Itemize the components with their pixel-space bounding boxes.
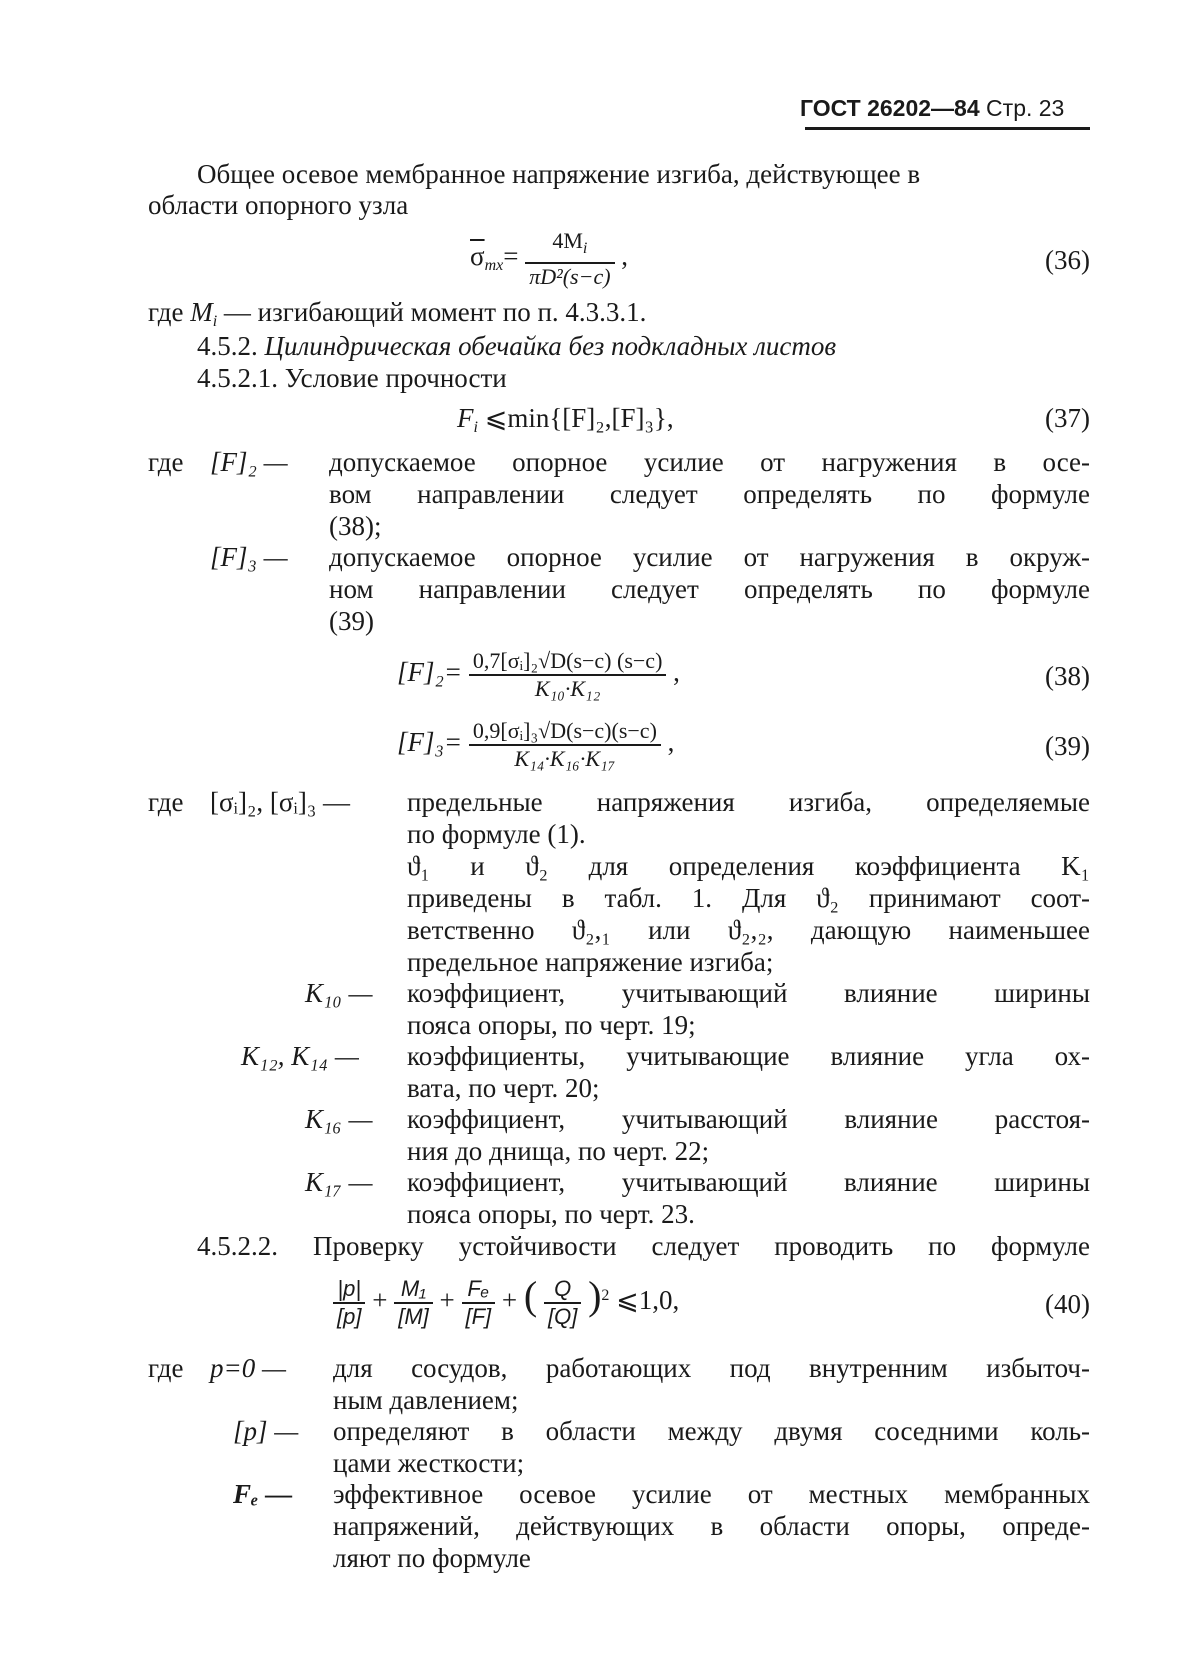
defK17-line-2: пояса опоры, по черт. 23. bbox=[407, 1199, 695, 1229]
defSigma-line-4: приведены в табл. 1. Для ϑ₂ принимают соот- bbox=[407, 883, 1090, 913]
mi-description: — изгибающий момент по п. 4.3.3.1. bbox=[223, 297, 647, 327]
defFe-line-3: ляют по формуле bbox=[333, 1543, 531, 1573]
section-title: Цилиндрическая обечайка без подкладных листов bbox=[264, 331, 837, 361]
section-4-5-2 bbox=[197, 330, 836, 362]
defP-prefix: где bbox=[148, 1353, 184, 1383]
defSigma-line-3: ϑ₁ и ϑ₂ для определения коэффициента K₁ bbox=[407, 851, 1090, 881]
defF3-line-1: допускаемое опорное усилие от нагружения в окруж- bbox=[329, 542, 1090, 572]
equation-38: [F]₂= $\frac{\text{0,7[σᵢ]₂√D(s−c) (s−c)}}{\text{K₁₀·K₁₂}}$ , bbox=[397, 648, 680, 701]
eq37-number: (37) bbox=[1045, 403, 1090, 433]
defF2-line-1: допускаемое опорное усилие от нагружения в осе- bbox=[329, 447, 1090, 477]
eq38-denominator: K₁₀·K₁₂ bbox=[534, 676, 601, 701]
defSigma-line-1: предельные напряжения изгиба, определяемые bbox=[407, 787, 1090, 817]
defK16-line-1: коэффициент, учитывающий влияние расстоя- bbox=[407, 1104, 1090, 1134]
eq36-fraction bbox=[525, 228, 614, 290]
eq36-denominator: πD²(s−c) bbox=[529, 264, 611, 289]
defK16-symbol: K₁₆ — bbox=[305, 1104, 373, 1134]
defPb-line-1: определяют в области между двумя соседними коль- bbox=[333, 1416, 1090, 1446]
defF3-symbol: [F]₃ — bbox=[210, 542, 288, 572]
defSigma-symbol: [σᵢ]₂, [σᵢ]₃ — bbox=[210, 787, 350, 817]
defK12-line-2: вата, по черт. 20; bbox=[407, 1073, 600, 1103]
defK10-symbol: K₁₀ — bbox=[305, 978, 373, 1008]
eq37-body: ⩽min{[F]₂,[F]₃}, bbox=[484, 403, 674, 433]
defK16-line-2: ния до днища, по черт. 22; bbox=[407, 1136, 710, 1166]
defK12-symbol: K₁₂, K₁₄ — bbox=[241, 1041, 359, 1071]
defSigma-line-2: по формуле (1). bbox=[407, 819, 586, 849]
defFe-line-1: эффективное осевое усилие от местных мембранных bbox=[333, 1479, 1090, 1509]
defK17-symbol: K₁₇ — bbox=[305, 1167, 373, 1197]
defSigma-line-5: ветственно ϑ₂,₁ или ϑ₂,₂, дающую наименьшее bbox=[407, 915, 1090, 945]
eq39-number: (39) bbox=[1045, 731, 1090, 761]
defSigma-line-6: предельное напряжение изгиба; bbox=[407, 947, 774, 977]
eq39-fraction bbox=[469, 718, 661, 772]
where-mi: где $M_i$ — изгибающий момент по п. 4.3.3.1. bbox=[148, 297, 647, 330]
equation-37: $F_i$ ⩽min{[F]₂,[F]₃}, bbox=[457, 403, 674, 436]
equation-36 bbox=[470, 228, 628, 290]
defF2-line-2: вом направлении следует определять по формуле bbox=[329, 479, 1090, 509]
section-4-5-2-1: 4.5.2.1. Условие прочности bbox=[197, 363, 507, 393]
eq36-numerator: $4M_i$ bbox=[525, 228, 614, 264]
defPb-line-2: цами жесткости; bbox=[333, 1448, 525, 1478]
defF3-line-3: (39) bbox=[329, 606, 374, 636]
eq40-term-p: $\frac{|p|}{[p]}$ bbox=[333, 1276, 365, 1330]
defF2-line-3: (38); bbox=[329, 511, 382, 541]
eq36-number: (36) bbox=[1045, 245, 1090, 275]
eq38-number: (38) bbox=[1045, 661, 1090, 691]
eq38-fraction bbox=[469, 648, 667, 702]
eq39-denominator: K₁₄·K₁₆·K₁₇ bbox=[514, 746, 616, 771]
eq36-equals: = bbox=[503, 241, 519, 272]
defP-line-1: для сосудов, работающих под внутренним избыточ- bbox=[333, 1353, 1090, 1383]
eq36-comma: , bbox=[621, 241, 629, 272]
page-number: Стр. 23 bbox=[986, 95, 1065, 121]
gost-number: ГОСТ 26202—84 bbox=[800, 95, 980, 121]
header-rule bbox=[805, 127, 1090, 130]
eq36-sigma-sub: mx bbox=[484, 257, 504, 275]
eq38-numerator: 0,7[σᵢ]₂√D(s−c) (s−c) bbox=[469, 648, 667, 676]
defK10-line-2: пояса опоры, по черт. 19; bbox=[407, 1010, 696, 1040]
defF3-line-2: ном направлении следует определять по формуле bbox=[329, 574, 1090, 604]
section-number: 4.5.2. bbox=[197, 331, 258, 361]
eq40-inequality: ⩽1,0, bbox=[616, 1285, 680, 1316]
eq36-sigma: $\overline{\sigma}$ bbox=[470, 241, 485, 272]
running-header bbox=[800, 92, 1064, 124]
mi-symbol: M bbox=[190, 297, 213, 327]
defFe-line-2: напряжений, действующих в области опоры, опреде- bbox=[333, 1511, 1090, 1541]
eq40-term-f: $\frac{\text{Fₑ}}{[F]}$ bbox=[462, 1276, 496, 1330]
defK17-line-1: коэффициент, учитывающий влияние ширины bbox=[407, 1167, 1090, 1197]
defPb-symbol: [p] — bbox=[233, 1416, 299, 1446]
defF2-symbol: [F]₂ — bbox=[210, 447, 288, 477]
defK12-line-1: коэффициенты, учитывающие влияние угла ох- bbox=[407, 1041, 1090, 1071]
eq40-number: (40) bbox=[1045, 1289, 1090, 1319]
eq40-term-m: $\frac{\text{M₁}}{[M]}$ bbox=[394, 1276, 433, 1330]
defSigma-prefix: где bbox=[148, 787, 184, 817]
intro-line-1: Общее осевое мембранное напряжение изгиба, действующее в bbox=[197, 159, 921, 189]
defF2-prefix: где bbox=[148, 447, 184, 477]
defFe-symbol: Fₑ — bbox=[233, 1479, 293, 1509]
section-4-5-2-2: 4.5.2.2. Проверку устойчивости следует проводить по формуле bbox=[197, 1231, 1090, 1261]
defP-symbol: p=0 — bbox=[210, 1353, 286, 1383]
eq39-numerator: 0,9[σᵢ]₃√D(s−c)(s−c) bbox=[469, 718, 661, 746]
defK10-line-1: коэффициент, учитывающий влияние ширины bbox=[407, 978, 1090, 1008]
equation-39: [F]₃= $\frac{\text{0,9[σᵢ]₃√D(s−c)(s−c)}}{\text{K₁₄·K₁₆·K₁₇}}$ , bbox=[397, 718, 675, 771]
eq40-term-q: $\frac{Q}{[Q]}$ bbox=[544, 1276, 581, 1330]
equation-40: $\frac{|p|}{[p]}$ + $\frac{\text{M₁}}{[M]}$ + $\frac{\text{Fₑ}}{[F]}$ + ( $\frac{Q}{[Q]}$ )$^2$ ⩽1,0, bbox=[333, 1276, 679, 1330]
defP-line-2: ным давлением; bbox=[333, 1385, 519, 1415]
intro-line-2: области опорного узла bbox=[148, 190, 409, 220]
